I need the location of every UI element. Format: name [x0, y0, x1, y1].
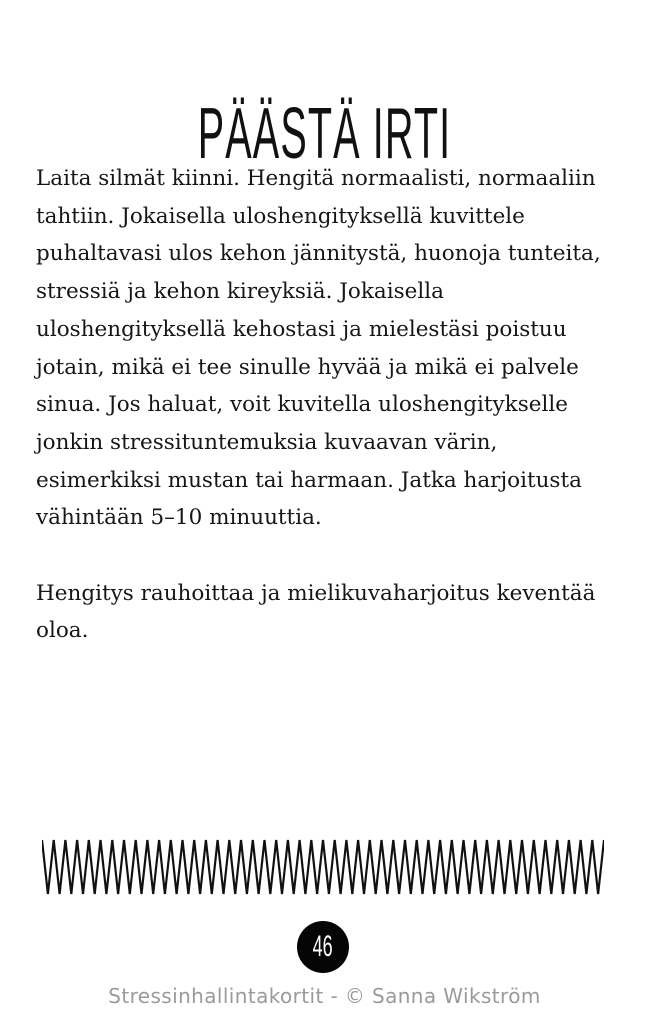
card-body	[36, 160, 621, 650]
page-title: PÄÄSTÄ IRTI	[197, 94, 452, 175]
page-number-badge	[297, 921, 349, 973]
page-number: 46	[312, 930, 334, 963]
summary-paragraph: Hengitys rauhoittaa ja mielikuvaharjoitus keventää oloa.	[36, 580, 596, 644]
zigzag-divider-icon	[42, 838, 604, 896]
instruction-paragraph: Laita silmät kiinni. Hengitä normaalisti, normaaliin tahtiin. Jokaisella uloshengityksellä kuvittele puhaltavasi ulos kehon jännitystä, huonoja tunteita, stressiä ja kehon kireyksiä. Jokaisella uloshengityksellä kehostasi ja mielestäsi poistuu jotain, mikä ei tee sinulle hyvää ja mikä ei palvele sinua. Jos haluat, voit kuvitella uloshengitykselle jonkin stressituntemuksia kuvaavan värin, esimerkiksi mustan tai harmaan. Jatka harjoitusta vähintään 5–10 minuuttia.	[36, 166, 601, 531]
footer-credit: Stressinhallintakortit - © Sanna Wikström	[108, 984, 541, 1008]
